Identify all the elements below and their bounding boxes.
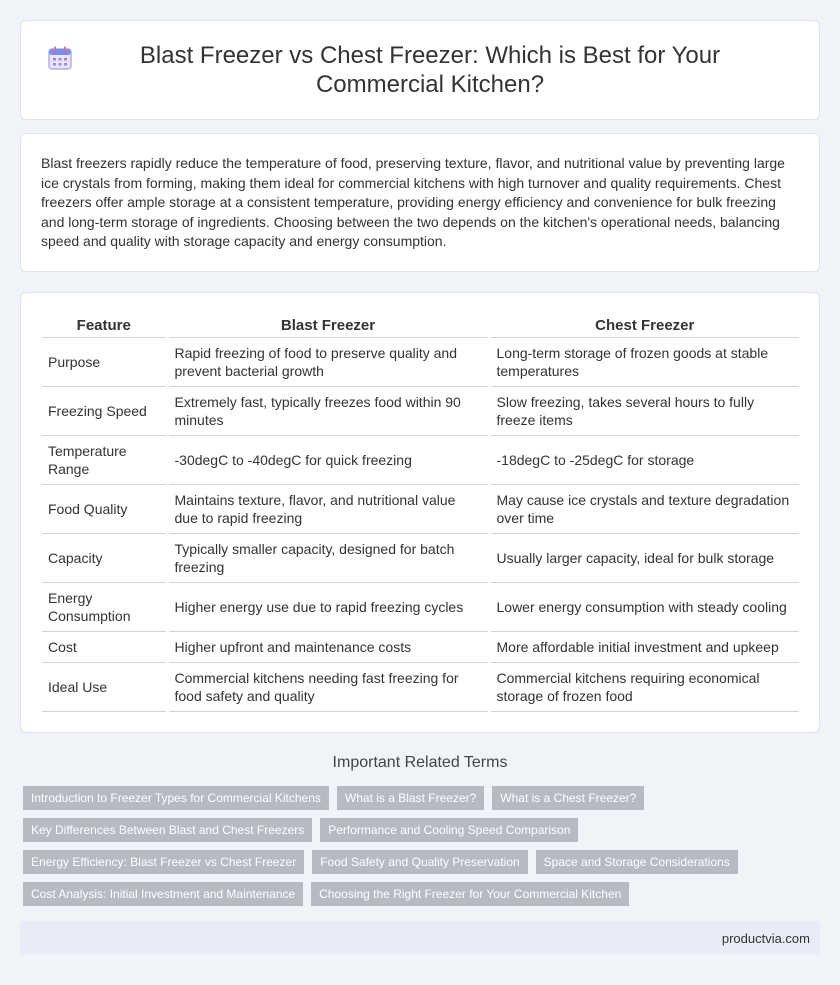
title-card: [20, 20, 820, 120]
header-chest-freezer: Chest Freezer: [489, 309, 799, 338]
related-term-link[interactable]: Energy Efficiency: Blast Freezer vs Chest Freezer: [23, 850, 304, 874]
blast-cell: Maintains texture, flavor, and nutritional value due to rapid freezing: [167, 485, 489, 534]
table-row: [42, 534, 799, 583]
chest-cell: More affordable initial investment and upkeep: [489, 632, 799, 663]
tag-row: [23, 818, 823, 842]
header-feature: Feature: [42, 309, 167, 338]
blast-cell: Typically smaller capacity, designed for batch freezing: [167, 534, 489, 583]
chest-cell: Long-term storage of frozen goods at stable temperatures: [489, 338, 799, 387]
blast-cell: Higher upfront and maintenance costs: [167, 632, 489, 663]
intro-paragraph: Blast freezers rapidly reduce the temperature of food, preserving texture, flavor, and nutritional value by preventing large ice crystals from forming, making them ideal for commercial kitchens with high turnover and quality requirements. Chest freezers offer ample storage at a consistent temperature, providing energy efficiency and convenience for bulk freezing and long-term storage of ingredients. Choosing between the two depends on the kitchen's operational needs, balancing speed and quality with storage capacity and energy consumption.: [41, 155, 785, 250]
table-row: [42, 632, 799, 663]
tag-row: [23, 786, 823, 810]
chest-cell: May cause ice crystals and texture degradation over time: [489, 485, 799, 534]
comparison-table: [42, 309, 799, 712]
chest-cell: Commercial kitchens requiring economical storage of frozen food: [489, 663, 799, 712]
footer-site[interactable]: productvia.com: [721, 931, 810, 946]
footer: [20, 921, 820, 954]
page-title: Blast Freezer vs Chest Freezer: Which is Best for Your Commercial Kitchen?: [139, 42, 721, 98]
related-terms-list: [23, 786, 823, 914]
comparison-card: [20, 292, 820, 733]
feature-cell: Food Quality: [42, 485, 167, 534]
related-terms-title: Important Related Terms: [332, 754, 508, 771]
feature-cell: Freezing Speed: [42, 387, 167, 436]
header-blast-freezer: Blast Freezer: [167, 309, 489, 338]
blast-cell: Commercial kitchens needing fast freezing for food safety and quality: [167, 663, 489, 712]
table-row: [42, 485, 799, 534]
related-term-link[interactable]: What is a Chest Freezer?: [492, 786, 644, 810]
intro-card: [20, 133, 820, 272]
table-row: [42, 338, 799, 387]
table-row: [42, 663, 799, 712]
chest-cell: Slow freezing, takes several hours to fully freeze items: [489, 387, 799, 436]
tag-row: [23, 882, 823, 906]
blast-cell: Extremely fast, typically freezes food within 90 minutes: [167, 387, 489, 436]
table-header-row: [42, 309, 799, 338]
table-row: [42, 583, 799, 632]
feature-cell: Temperature Range: [42, 436, 167, 485]
blast-cell: -30degC to -40degC for quick freezing: [167, 436, 489, 485]
related-term-link[interactable]: Cost Analysis: Initial Investment and Maintenance: [23, 882, 303, 906]
chest-cell: -18degC to -25degC for storage: [489, 436, 799, 485]
related-term-link[interactable]: Food Safety and Quality Preservation: [312, 850, 527, 874]
feature-cell: Ideal Use: [42, 663, 167, 712]
feature-cell: Capacity: [42, 534, 167, 583]
feature-cell: Purpose: [42, 338, 167, 387]
related-term-link[interactable]: What is a Blast Freezer?: [337, 786, 484, 810]
table-row: [42, 436, 799, 485]
chest-cell: Usually larger capacity, ideal for bulk storage: [489, 534, 799, 583]
related-term-link[interactable]: Space and Storage Considerations: [536, 850, 738, 874]
blast-cell: Rapid freezing of food to preserve quality and prevent bacterial growth: [167, 338, 489, 387]
feature-cell: Cost: [42, 632, 167, 663]
related-term-link[interactable]: Performance and Cooling Speed Comparison: [320, 818, 578, 842]
related-term-link[interactable]: Key Differences Between Blast and Chest Freezers: [23, 818, 312, 842]
tag-row: [23, 850, 823, 874]
related-term-link[interactable]: Introduction to Freezer Types for Commercial Kitchens: [23, 786, 329, 810]
table-row: [42, 387, 799, 436]
blast-cell: Higher energy use due to rapid freezing cycles: [167, 583, 489, 632]
chest-cell: Lower energy consumption with steady cooling: [489, 583, 799, 632]
feature-cell: Energy Consumption: [42, 583, 167, 632]
related-term-link[interactable]: Choosing the Right Freezer for Your Commercial Kitchen: [311, 882, 629, 906]
